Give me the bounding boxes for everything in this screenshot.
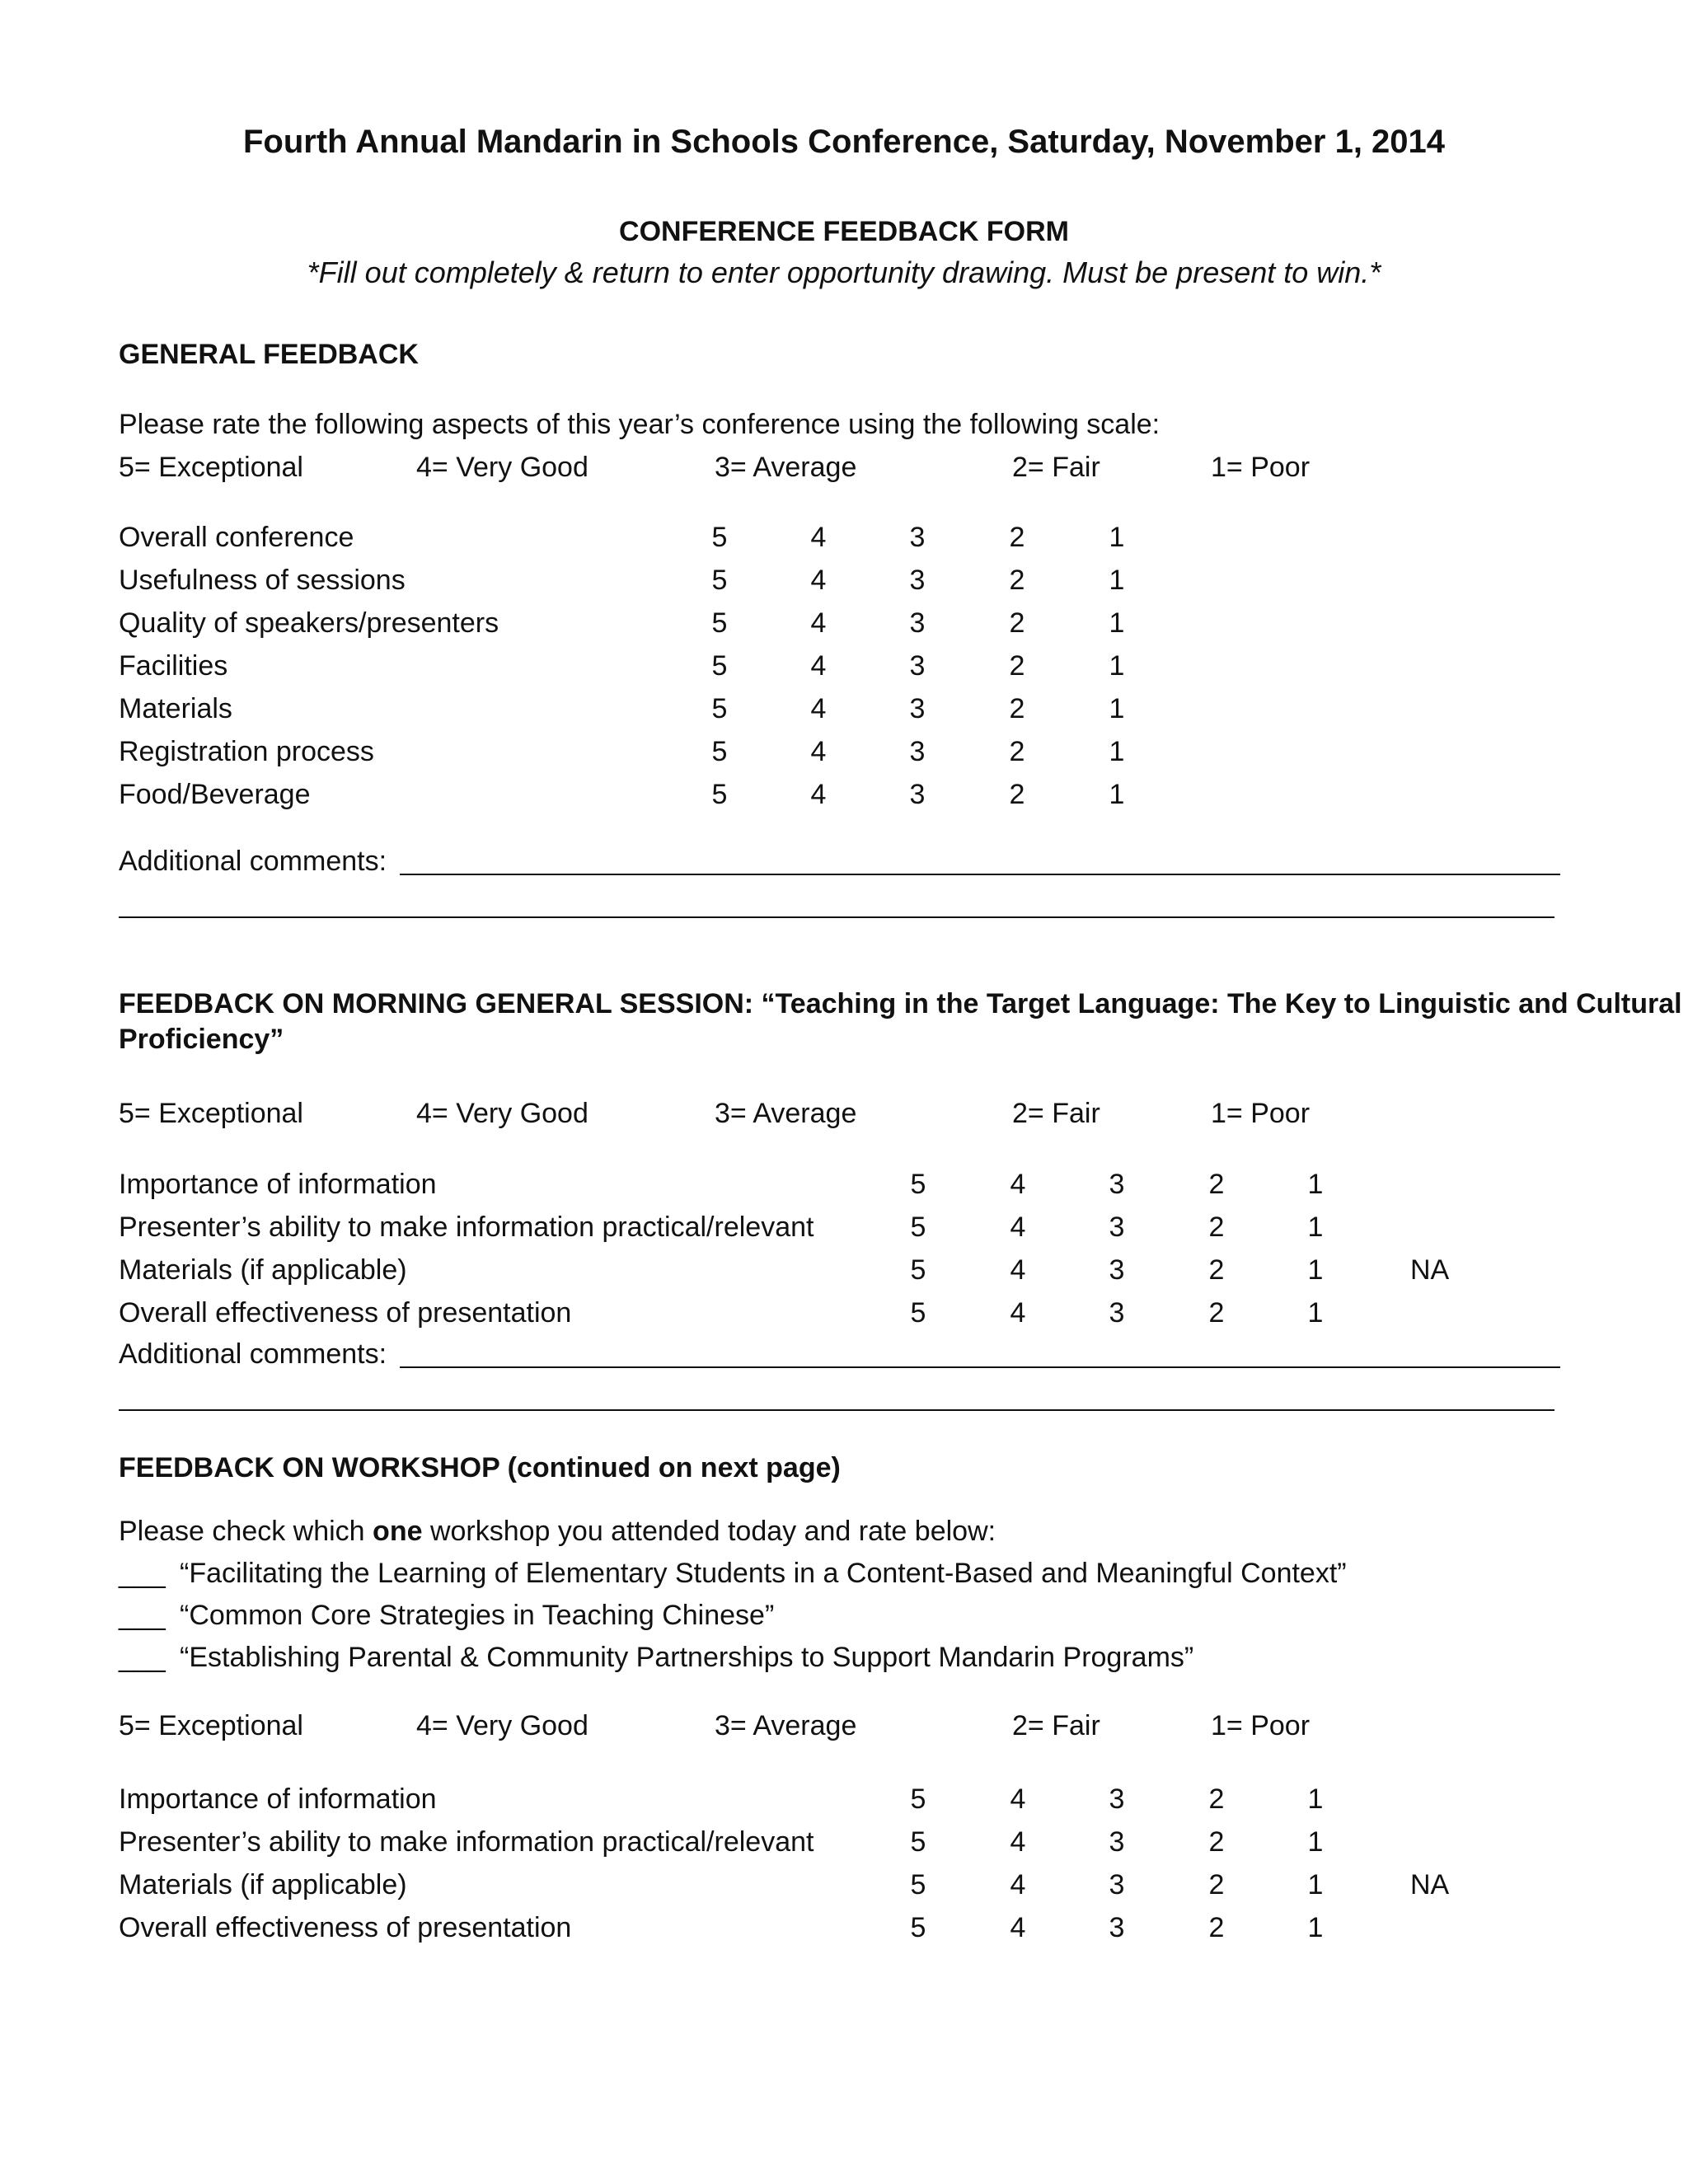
rating-option-3[interactable]: 3 (909, 779, 926, 810)
scale-5: 5= Exceptional (119, 452, 303, 483)
scale-3: 3= Average (715, 1710, 857, 1741)
workshop-instruction-post: workshop you attended today and rate below: (422, 1516, 996, 1547)
scale-4: 4= Very Good (416, 452, 588, 483)
rating-option-5[interactable]: 5 (910, 1297, 926, 1329)
rating-item-label: Facilities (119, 650, 228, 682)
rating-option-1[interactable]: 1 (1109, 650, 1125, 682)
workshop-heading: FEEDBACK ON WORKSHOP (continued on next page) (119, 1452, 841, 1483)
scale-4: 4= Very Good (416, 1710, 588, 1741)
rating-item-label: Quality of speakers/presenters (119, 607, 499, 639)
rating-option-na[interactable]: NA (1410, 1869, 1450, 1900)
rating-option-4[interactable]: 4 (810, 779, 827, 810)
rating-option-1[interactable]: 1 (1307, 1254, 1324, 1286)
rating-option-1[interactable]: 1 (1307, 1212, 1324, 1243)
morning-session-heading-line2: Proficiency” (119, 1024, 284, 1055)
scale-2: 2= Fair (1012, 452, 1100, 483)
scale-4: 4= Very Good (416, 1098, 588, 1129)
rating-option-4[interactable]: 4 (810, 650, 827, 682)
scale-2: 2= Fair (1012, 1710, 1100, 1741)
rating-item-label: Usefulness of sessions (119, 565, 406, 596)
workshop-option-label: “Facilitating the Learning of Elementary Students in a Content-Based and Meaningful Context” (180, 1558, 1347, 1589)
rating-option-1[interactable]: 1 (1109, 522, 1125, 553)
rating-item-label: Importance of information (119, 1169, 437, 1200)
morning-session-heading-line1: FEEDBACK ON MORNING GENERAL SESSION: “Teaching in the Target Language: The Key to Linguistic and Cultural (119, 988, 1682, 1019)
rating-option-4[interactable]: 4 (1010, 1826, 1026, 1858)
rating-option-1[interactable]: 1 (1109, 736, 1125, 767)
rating-option-5[interactable]: 5 (711, 693, 728, 724)
scale-3: 3= Average (715, 1098, 857, 1129)
scale-1: 1= Poor (1211, 452, 1311, 483)
general-feedback-heading: GENERAL FEEDBACK (119, 339, 419, 370)
rating-item-label: Materials (119, 693, 232, 724)
rating-option-4[interactable]: 4 (810, 522, 827, 553)
rating-item-label: Registration process (119, 736, 374, 767)
workshop-instruction-bold: one (373, 1516, 423, 1547)
rating-item-label: Overall effectiveness of presentation (119, 1297, 572, 1329)
rating-option-1[interactable]: 1 (1109, 565, 1125, 596)
rating-option-1[interactable]: 1 (1307, 1869, 1324, 1900)
rating-option-4[interactable]: 4 (810, 736, 827, 767)
workshop-option-label: “Common Core Strategies in Teaching Chinese” (180, 1600, 775, 1631)
rating-option-1[interactable]: 1 (1307, 1169, 1324, 1200)
rating-option-4[interactable]: 4 (1010, 1869, 1026, 1900)
rating-option-3[interactable]: 3 (909, 693, 926, 724)
rating-option-1[interactable]: 1 (1109, 693, 1125, 724)
rating-option-3[interactable]: 3 (1109, 1826, 1125, 1858)
rating-item-label: Importance of information (119, 1783, 437, 1815)
workshop-option-blank[interactable]: ___ (119, 1600, 166, 1631)
rating-option-3[interactable]: 3 (909, 607, 926, 639)
rating-option-3[interactable]: 3 (1109, 1783, 1125, 1815)
rating-option-2[interactable]: 2 (1009, 693, 1025, 724)
rating-option-5[interactable]: 5 (711, 565, 728, 596)
rating-option-5[interactable]: 5 (910, 1212, 926, 1243)
scale-1: 1= Poor (1211, 1098, 1311, 1129)
rating-item-label: Materials (if applicable) (119, 1254, 407, 1286)
rating-option-5[interactable]: 5 (711, 779, 728, 810)
rating-option-na[interactable]: NA (1410, 1254, 1450, 1286)
morning-comments-label: Additional comments: (119, 1338, 387, 1370)
rating-option-2[interactable]: 2 (1009, 779, 1025, 810)
general-comments-line-2[interactable] (119, 916, 1554, 918)
rating-option-2[interactable]: 2 (1208, 1869, 1225, 1900)
rating-item-label: Food/Beverage (119, 779, 311, 810)
rating-option-2[interactable]: 2 (1009, 607, 1025, 639)
rating-item-label: Overall effectiveness of presentation (119, 1912, 572, 1943)
rating-option-1[interactable]: 1 (1307, 1297, 1324, 1329)
scale-1: 1= Poor (1211, 1710, 1311, 1741)
rating-option-2[interactable]: 2 (1009, 736, 1025, 767)
workshop-option-blank[interactable]: ___ (119, 1558, 166, 1589)
morning-comments-line-2[interactable] (119, 1409, 1554, 1411)
rating-option-1[interactable]: 1 (1307, 1912, 1324, 1943)
rating-option-2[interactable]: 2 (1009, 650, 1025, 682)
rating-option-4[interactable]: 4 (810, 607, 827, 639)
general-comments-line-1[interactable] (400, 874, 1560, 875)
rating-option-2[interactable]: 2 (1208, 1826, 1225, 1858)
rating-option-3[interactable]: 3 (909, 650, 926, 682)
conference-title: Fourth Annual Mandarin in Schools Conference, Saturday, November 1, 2014 (242, 124, 1446, 160)
general-instruction: Please rate the following aspects of this year’s conference using the following scale: (119, 409, 1160, 440)
rating-option-3[interactable]: 3 (1109, 1254, 1125, 1286)
rating-item-label: Presenter’s ability to make information practical/relevant (119, 1826, 814, 1858)
rating-option-5[interactable]: 5 (910, 1912, 926, 1943)
rating-option-5[interactable]: 5 (711, 736, 728, 767)
rating-item-label: Overall conference (119, 522, 354, 553)
morning-comments-line-1[interactable] (400, 1366, 1560, 1368)
form-subtitle: *Fill out completely & return to enter opportunity drawing. Must be present to win.* (307, 255, 1381, 289)
rating-option-3[interactable]: 3 (1109, 1869, 1125, 1900)
workshop-instruction (119, 1515, 996, 1548)
rating-option-3[interactable]: 3 (1109, 1912, 1125, 1943)
rating-option-3[interactable]: 3 (909, 565, 926, 596)
rating-item-label: Presenter’s ability to make information practical/relevant (119, 1212, 814, 1243)
rating-option-1[interactable]: 1 (1307, 1783, 1324, 1815)
rating-option-4[interactable]: 4 (1010, 1912, 1026, 1943)
scale-3: 3= Average (715, 452, 857, 483)
workshop-option-blank[interactable]: ___ (119, 1642, 166, 1673)
rating-option-4[interactable]: 4 (810, 565, 827, 596)
rating-option-2[interactable]: 2 (1208, 1254, 1225, 1286)
rating-option-3[interactable]: 3 (909, 522, 926, 553)
rating-option-2[interactable]: 2 (1009, 565, 1025, 596)
form-title: CONFERENCE FEEDBACK FORM (619, 216, 1069, 247)
rating-option-5[interactable]: 5 (910, 1169, 926, 1200)
rating-option-4[interactable]: 4 (1010, 1783, 1026, 1815)
rating-option-4[interactable]: 4 (1010, 1212, 1026, 1243)
rating-option-1[interactable]: 1 (1307, 1826, 1324, 1858)
rating-option-4[interactable]: 4 (1010, 1254, 1026, 1286)
rating-option-5[interactable]: 5 (711, 522, 728, 553)
rating-option-5[interactable]: 5 (910, 1783, 926, 1815)
rating-option-3[interactable]: 3 (1109, 1297, 1125, 1329)
rating-option-3[interactable]: 3 (909, 736, 926, 767)
rating-option-2[interactable]: 2 (1009, 522, 1025, 553)
rating-option-5[interactable]: 5 (711, 607, 728, 639)
rating-option-3[interactable]: 3 (1109, 1169, 1125, 1200)
rating-option-5[interactable]: 5 (711, 650, 728, 682)
rating-option-2[interactable]: 2 (1208, 1212, 1225, 1243)
rating-option-1[interactable]: 1 (1109, 779, 1125, 810)
rating-option-4[interactable]: 4 (810, 693, 827, 724)
workshop-instruction-pre: Please check which (119, 1516, 373, 1547)
rating-option-2[interactable]: 2 (1208, 1912, 1225, 1943)
rating-item-label: Materials (if applicable) (119, 1869, 407, 1900)
rating-option-5[interactable]: 5 (910, 1869, 926, 1900)
rating-option-5[interactable]: 5 (910, 1254, 926, 1286)
rating-option-3[interactable]: 3 (1109, 1212, 1125, 1243)
rating-option-5[interactable]: 5 (910, 1826, 926, 1858)
scale-2: 2= Fair (1012, 1098, 1100, 1129)
general-comments-label: Additional comments: (119, 846, 387, 877)
rating-option-2[interactable]: 2 (1208, 1169, 1225, 1200)
rating-option-2[interactable]: 2 (1208, 1783, 1225, 1815)
rating-option-4[interactable]: 4 (1010, 1297, 1026, 1329)
scale-5: 5= Exceptional (119, 1098, 303, 1129)
rating-option-4[interactable]: 4 (1010, 1169, 1026, 1200)
rating-option-1[interactable]: 1 (1109, 607, 1125, 639)
scale-5: 5= Exceptional (119, 1710, 303, 1741)
workshop-option-label: “Establishing Parental & Community Partnerships to Support Mandarin Programs” (180, 1642, 1194, 1673)
rating-option-2[interactable]: 2 (1208, 1297, 1225, 1329)
